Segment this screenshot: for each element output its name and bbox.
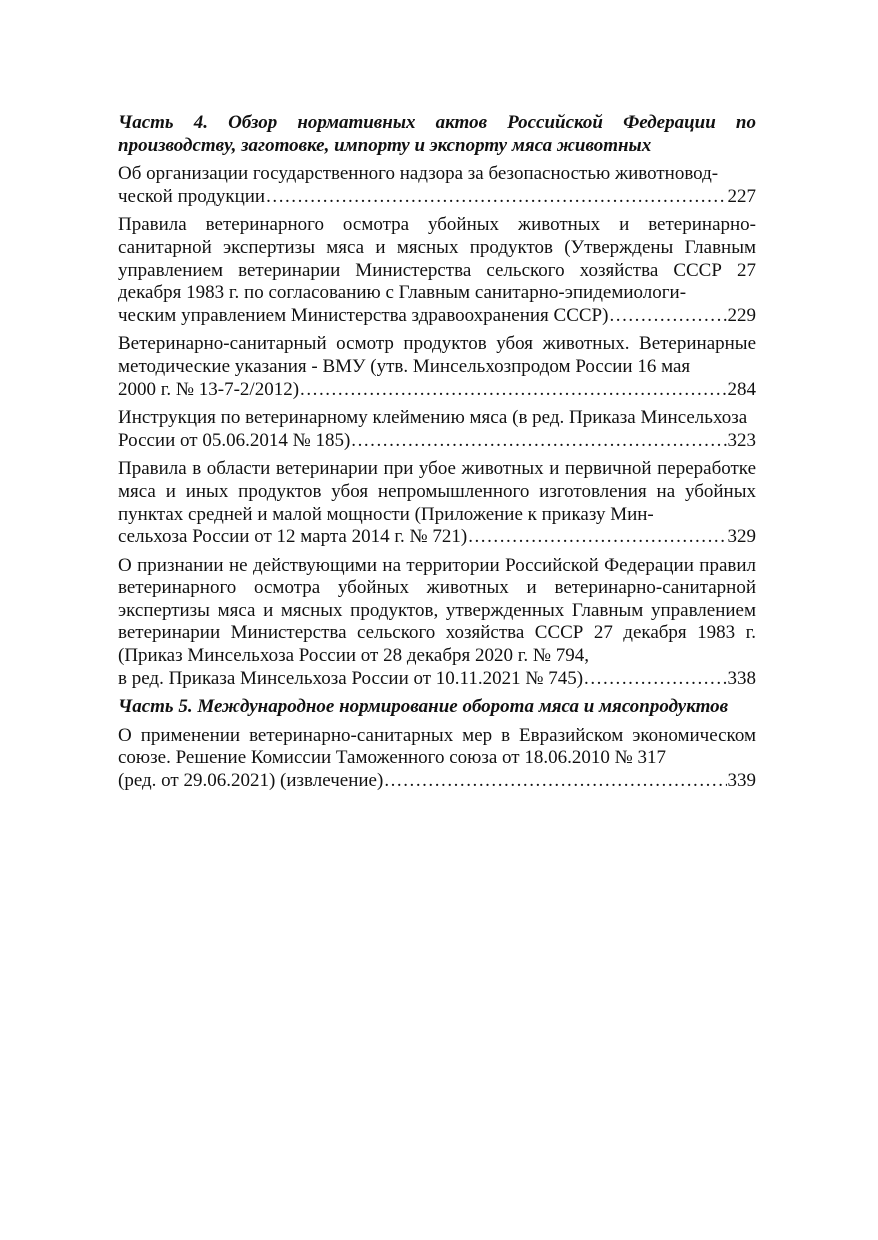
page-number: 339 — [727, 770, 756, 792]
page-number: 229 — [727, 304, 756, 326]
toc-entry-text: Инструкция по ветеринарному клеймению мяса (в ред. Приказа Минсельхоза — [118, 407, 748, 429]
dot-leader — [384, 770, 726, 793]
part-5-heading: Часть 5. Международное нормирование оборота мяса и мясопродуктов — [118, 696, 729, 718]
toc-entry-229[interactable] — [118, 214, 756, 327]
page-number: 338 — [727, 667, 756, 689]
table-of-contents — [118, 112, 756, 799]
toc-entry-339[interactable] — [118, 725, 756, 793]
toc-entry-text: Правила ветеринарного осмотра убойных животных и ветеринарно-санитарной экспертизы мяса и мясных продуктов (Утверждены Главным управлением ветеринарии Министерства сельского хозяйства СССР 27 декабря 1983 г. по согласованию с Главным санитарно-эпидемиологи- — [118, 214, 756, 304]
toc-entry-text-end: в ред. Приказа Минсельхоза России от 10.11.2021 № 745) — [118, 667, 584, 689]
page-number: 329 — [727, 526, 756, 548]
page-number: 284 — [727, 378, 756, 400]
toc-entry-323[interactable] — [118, 407, 756, 452]
toc-entry-338[interactable] — [118, 555, 756, 691]
toc-entry-text: О признании не действующими на территории Российской Федерации правил ветеринарного осмотра убойных животных и ветеринарно-санитарной экспертизы мяса и мясных продуктов, утвержденных Главным управлением ветеринарии Министерства сельского хозяйства СССР 27 декабря 1983 г. (Приказ Минсельхоза России от 28 декабря 2020 г. № 794, — [118, 554, 756, 667]
toc-entry-text-end: ческой продукции — [118, 185, 266, 207]
toc-entry-227[interactable] — [118, 163, 756, 208]
toc-entry-text: Ветеринарно-санитарный осмотр продуктов убоя животных. Ветеринарные методические указания - ВМУ (утв. Минсельхозпродом России 16 мая — [118, 333, 756, 377]
dot-leader — [468, 526, 726, 549]
dot-leader — [300, 379, 726, 402]
toc-entry-329[interactable] — [118, 458, 756, 548]
dot-leader — [351, 430, 726, 453]
dot-leader — [609, 305, 726, 328]
part-4-heading: Часть 4. Обзор нормативных актов Российской Федерации по производству, заготовке, импорту и экспорту мяса животных — [118, 112, 756, 156]
toc-entry-text: О применении ветеринарно-санитарных мер в Евразийском экономическом союзе. Решение Комиссии Таможенного союза от 18.06.2010 № 317 — [118, 724, 756, 769]
toc-entry-284[interactable] — [118, 333, 756, 401]
toc-entry-text-end: 2000 г. № 13-7-2/2012) — [118, 378, 300, 400]
dot-leader — [584, 668, 726, 691]
toc-entry-text-end: сельхоза России от 12 марта 2014 г. № 721) — [118, 526, 468, 548]
page-number: 323 — [727, 429, 756, 451]
toc-entry-text-end: (ред. от 29.06.2021) (извлечение) — [118, 770, 384, 792]
toc-entry-text-end: России от 05.06.2014 № 185) — [118, 429, 351, 451]
page-number: 227 — [727, 185, 756, 207]
toc-entry-text: Об организации государственного надзора за безопасностью животновод- — [118, 163, 719, 185]
toc-entry-text: Правила в области ветеринарии при убое животных и первичной переработке мяса и иных продуктов убоя непромышленного изготовления на убойных пунктах средней и малой мощности (Приложение к приказу Мин- — [118, 458, 756, 525]
dot-leader — [266, 186, 726, 209]
toc-entry-text-end: ческим управлением Министерства здравоохранения СССР) — [118, 304, 609, 326]
